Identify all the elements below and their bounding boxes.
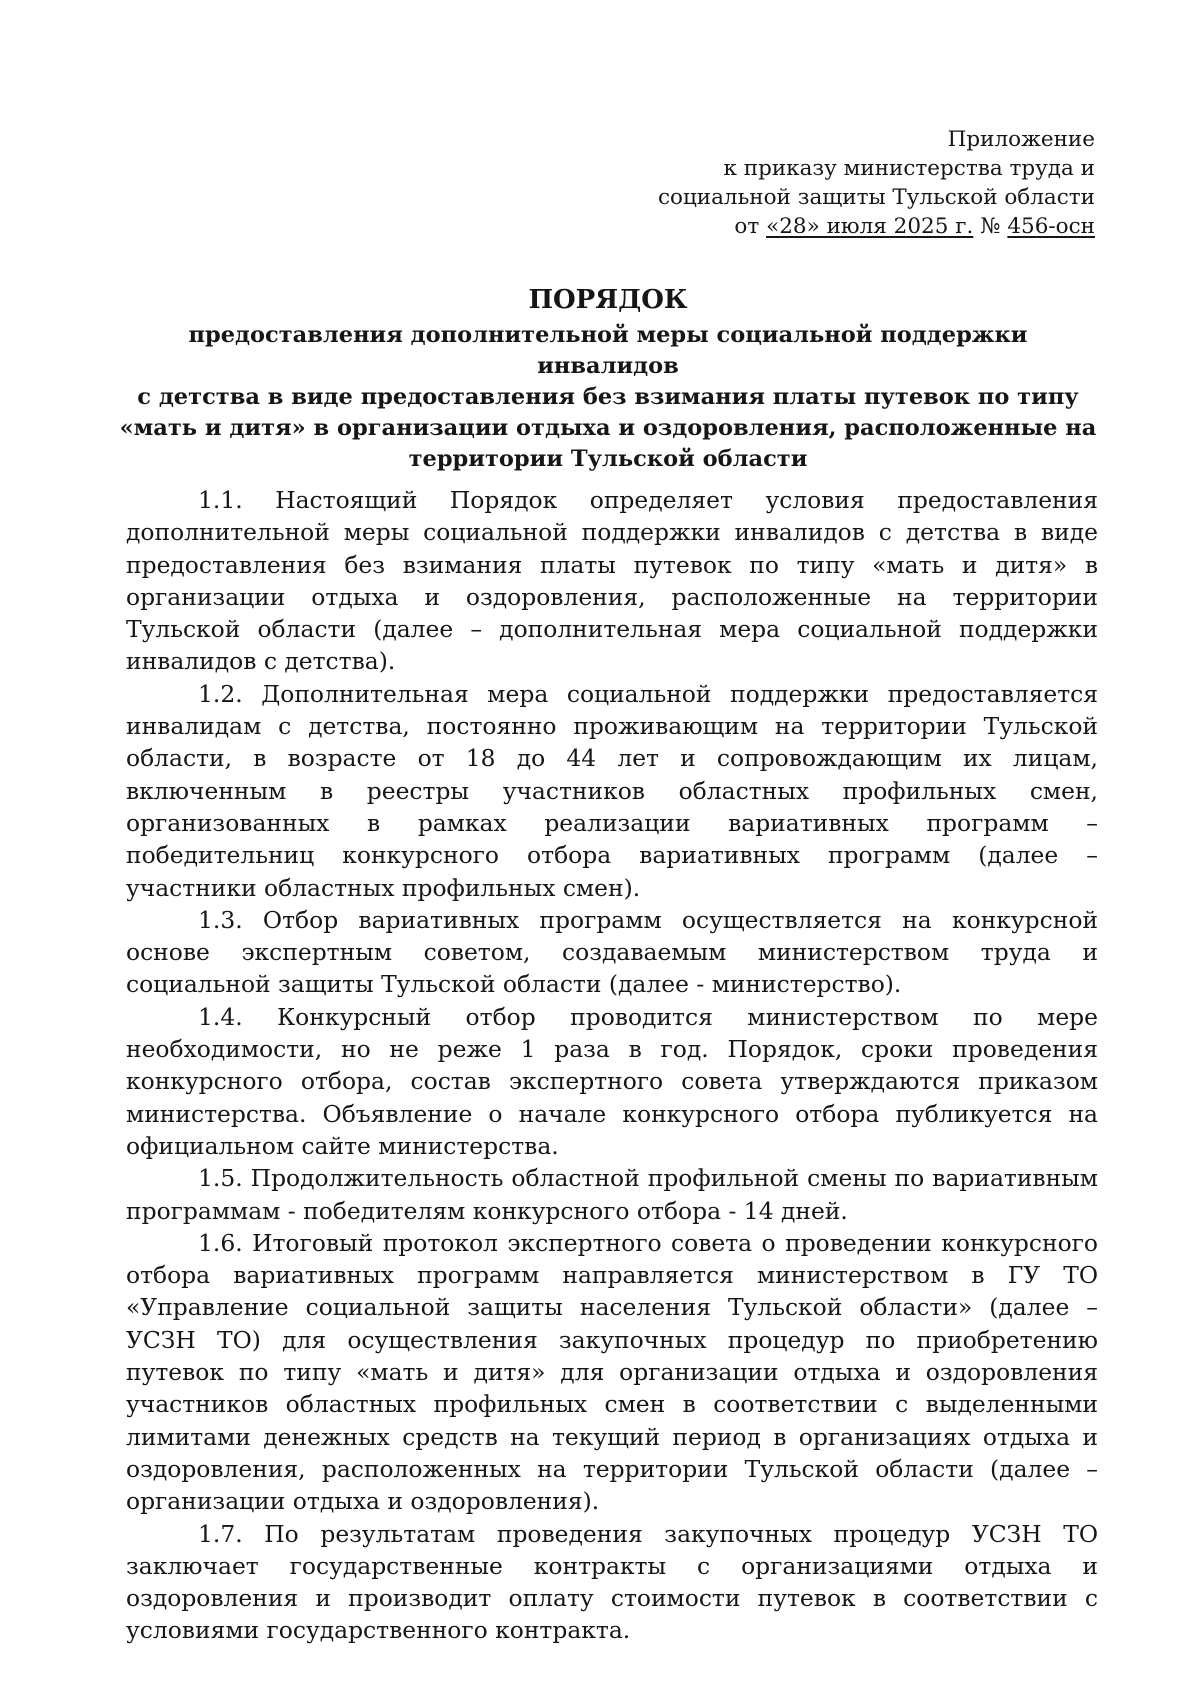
- annex-line-3: социальной защиты Тульской области: [657, 185, 1095, 210]
- paragraph-1-5: 1.5. Продолжительность областной профильной смены по вариативным программам - победителям конкурсного отбора - 14 дней.: [126, 1164, 1098, 1225]
- document-title: [118, 282, 1098, 475]
- paragraph-1-1: 1.1. Настоящий Порядок определяет условия предоставления дополнительной меры социальной поддержки инвалидов с детства в виде предоставления без взимания платы путевок по типу «мать и дитя» в организации отдыха и оздоровления, расположенные на территории Тульской области (далее – дополнительная мера социальной поддержки инвалидов с детства).: [126, 486, 1098, 676]
- document-body: [126, 484, 1098, 1647]
- annex-header: [658, 125, 1095, 241]
- title-line-1: предоставления дополнительной меры социальной поддержки инвалидов: [188, 322, 1028, 379]
- title-line-3: «мать и дитя» в организации отдыха и оздоровления, расположенные на: [119, 415, 1097, 441]
- annex-date: «28» июля 2025 г.: [766, 214, 974, 239]
- annex-date-prefix: от: [734, 214, 760, 239]
- title-main: ПОРЯДОК: [528, 285, 688, 315]
- annex-number-prefix: №: [980, 214, 1001, 239]
- title-line-4: территории Тульской области: [408, 446, 808, 472]
- paragraph-1-4: 1.4. Конкурсный отбор проводится министерством по мере необходимости, но не реже 1 раза в год. Порядок, сроки проведения конкурсного отбора, состав экспертного совета утверждаются приказом министерства. Объявление о начале конкурсного отбора публикуется на официальном сайте министерства.: [126, 1002, 1098, 1160]
- annex-date-line: [658, 212, 1095, 241]
- annex-line-2: к приказу министерства труда и: [723, 156, 1095, 181]
- paragraph-1-2: 1.2. Дополнительная мера социальной поддержки предоставляется инвалидам с детства, постоянно проживающим на территории Тульской области, в возрасте от 18 до 44 лет и сопровождающим их лицам, включенным в реестры участников областных профильных смен, организованных в рамках реализации вариативных программ – победительниц конкурсного отбора вариативных программ (далее – участники областных профильных смен).: [126, 679, 1098, 902]
- paragraph-1-6: 1.6. Итоговый протокол экспертного совета о проведении конкурсного отбора вариативных программ направляется министерством в ГУ ТО «Управление социальной защиты населения Тульской области» (далее – УСЗН ТО) для осуществления закупочных процедур по приобретению путевок по типу «мать и дитя» для организации отдыха и оздоровления участников областных профильных смен в соответствии с выделенными лимитами денежных средств на текущий период в организациях отдыха и оздоровления, расположенных на территории Тульской области (далее – организации отдыха и оздоровления).: [126, 1228, 1098, 1516]
- annex-line-1: Приложение: [947, 127, 1095, 152]
- title-line-2: с детства в виде предоставления без взимания платы путевок по типу: [137, 384, 1079, 410]
- paragraph-1-7: 1.7. По результатам проведения закупочных процедур УСЗН ТО заключает государственные контракты с организациями отдыха и оздоровления и производит оплату стоимости путевок в соответствии с условиями государственного контракта.: [126, 1519, 1098, 1645]
- paragraph-1-3: 1.3. Отбор вариативных программ осуществляется на конкурсной основе экспертным советом, создаваемым министерством труда и социальной защиты Тульской области (далее - министерство).: [126, 905, 1098, 999]
- annex-number: 456-осн: [1007, 214, 1095, 239]
